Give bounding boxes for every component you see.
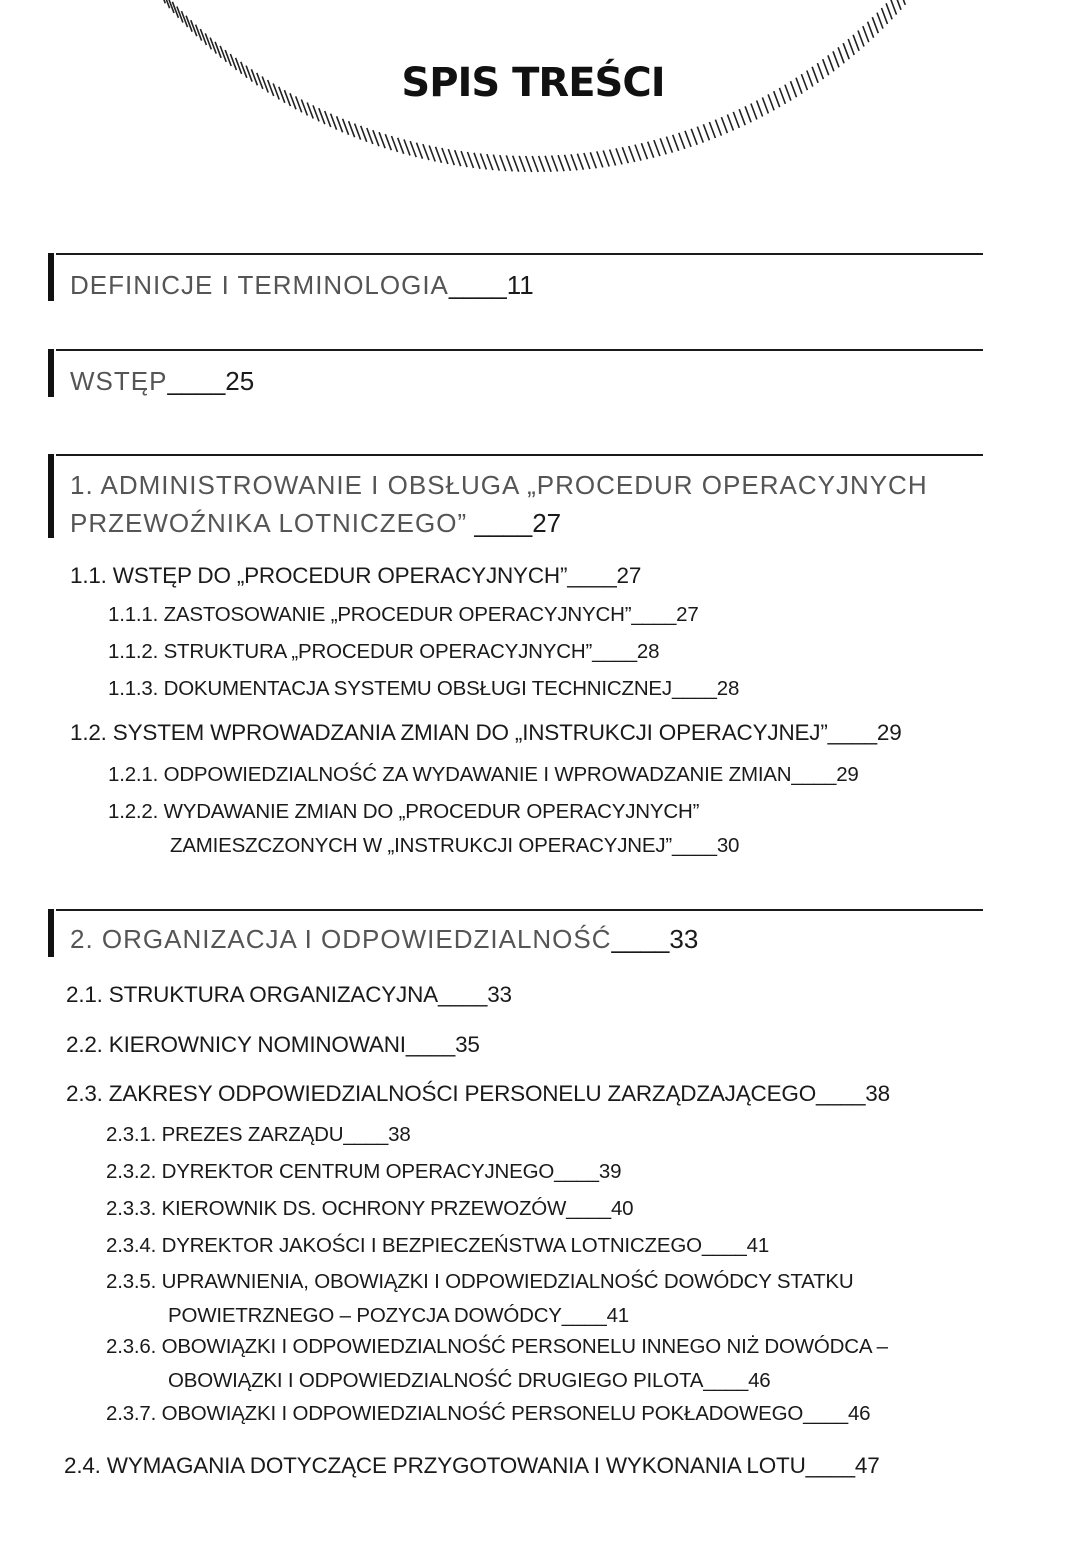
toc-entry[interactable] bbox=[66, 1032, 480, 1058]
toc-page-number: 41 bbox=[746, 1234, 770, 1257]
toc-page-number: 41 bbox=[606, 1304, 629, 1327]
toc-entry[interactable] bbox=[108, 640, 659, 664]
toc-entry[interactable] bbox=[64, 1453, 880, 1479]
toc-entry-text: 2.3.3. KIEROWNIK DS. OCHRONY PRZEWOZÓW bbox=[106, 1197, 567, 1220]
toc-entry-text: 1.1.3. DOKUMENTACJA SYSTEMU OBSŁUGI TECHNICZNEJ bbox=[108, 677, 672, 700]
toc-section-definitions bbox=[48, 253, 983, 303]
toc-entry-text: 2.2. KIEROWNICY NOMINOWANI bbox=[66, 1032, 406, 1057]
leader: ____ bbox=[467, 508, 533, 538]
toc-entry[interactable] bbox=[108, 763, 859, 787]
toc-entry-text: 1.1.2. STRUKTURA „PROCEDUR OPERACYJNYCH” bbox=[108, 640, 593, 663]
toc-entry-text: 2.3.2. DYREKTOR CENTRUM OPERACYJNEGO bbox=[106, 1160, 555, 1183]
toc-entry[interactable] bbox=[106, 1123, 411, 1147]
leader: ____ bbox=[672, 834, 717, 857]
toc-page-number: 30 bbox=[716, 834, 740, 857]
section-bar bbox=[48, 253, 54, 301]
section-bar bbox=[48, 349, 54, 397]
toc-heading-text: DEFINICJE I TERMINOLOGIA bbox=[70, 270, 449, 300]
page-title: SPIS TREŚCI bbox=[401, 60, 665, 106]
leader: ____ bbox=[561, 1304, 607, 1327]
toc-entry-text-continued: ZAMIESZCZONYCH W „INSTRUKCJI OPERACYJNEJ” bbox=[170, 834, 673, 857]
toc-entry-text: 1.2.1. ODPOWIEDZIALNOŚĆ ZA WYDAWANIE I WPROWADZANIE ZMIAN bbox=[108, 763, 792, 786]
toc-entry-text-continued: OBOWIĄZKI I ODPOWIEDZIALNOŚĆ DRUGIEGO PILOTA bbox=[168, 1369, 704, 1392]
toc-section-chapter-2 bbox=[48, 909, 983, 959]
toc-heading[interactable] bbox=[70, 466, 928, 542]
toc-entry-text-continued: POWIETRZNEGO – POZYCJA DOWÓDCY bbox=[168, 1304, 562, 1327]
toc-entry-text: 1.1.1. ZASTOSOWANIE „PROCEDUR OPERACYJNYCH” bbox=[108, 603, 632, 626]
toc-heading[interactable] bbox=[70, 267, 534, 303]
toc-entry-text: 2.3.1. PREZES ZARZĄDU bbox=[106, 1123, 344, 1146]
toc-heading-text: WSTĘP bbox=[70, 366, 168, 396]
toc-page-number: 38 bbox=[865, 1081, 890, 1106]
section-rule bbox=[56, 349, 983, 351]
toc-page-number: 11 bbox=[506, 270, 534, 300]
toc-page-number: 46 bbox=[748, 1369, 771, 1392]
toc-page-number: 38 bbox=[388, 1123, 411, 1146]
leader: ____ bbox=[803, 1402, 848, 1425]
section-rule bbox=[56, 454, 983, 456]
leader: ____ bbox=[703, 1369, 749, 1392]
toc-entry[interactable] bbox=[106, 1160, 621, 1184]
toc-page-number: 40 bbox=[610, 1197, 634, 1220]
toc-page-number: 25 bbox=[225, 366, 255, 396]
leader: ____ bbox=[405, 1032, 456, 1057]
leader: ____ bbox=[566, 1197, 611, 1220]
toc-page-number: 28 bbox=[636, 640, 660, 663]
toc-section-chapter-1 bbox=[48, 454, 983, 544]
toc-entry[interactable] bbox=[106, 1265, 854, 1333]
toc-page-number: 46 bbox=[847, 1402, 871, 1425]
leader: ____ bbox=[805, 1453, 855, 1478]
toc-heading-text: 2. ORGANIZACJA I ODPOWIEDZIALNOŚĆ bbox=[70, 924, 612, 954]
toc-page-number: 35 bbox=[455, 1032, 480, 1057]
toc-heading[interactable] bbox=[70, 363, 254, 399]
section-bar bbox=[48, 454, 54, 538]
leader: ____ bbox=[671, 677, 717, 700]
leader: ____ bbox=[167, 366, 226, 396]
toc-heading[interactable] bbox=[70, 921, 698, 957]
toc-page-number: 28 bbox=[716, 677, 740, 700]
toc-page-number: 27 bbox=[532, 508, 562, 538]
toc-entry[interactable] bbox=[108, 677, 739, 701]
toc-page-number: 27 bbox=[616, 563, 642, 588]
toc-page-number: 33 bbox=[669, 924, 699, 954]
toc-page-number: 27 bbox=[676, 603, 699, 626]
toc-entry[interactable] bbox=[66, 1081, 890, 1107]
leader: ____ bbox=[567, 563, 617, 588]
toc-entry[interactable] bbox=[106, 1197, 633, 1221]
toc-entry[interactable] bbox=[106, 1330, 888, 1398]
toc-entry-text: 2.3.4. DYREKTOR JAKOŚCI I BEZPIECZEŃSTWA LOTNICZEGO bbox=[106, 1234, 702, 1257]
toc-page-number: 47 bbox=[854, 1453, 880, 1478]
toc-entry[interactable] bbox=[106, 1402, 870, 1426]
leader: ____ bbox=[592, 640, 637, 663]
leader: ____ bbox=[437, 982, 488, 1007]
toc-entry-text: 2.3.7. OBOWIĄZKI I ODPOWIEDZIALNOŚĆ PERSONELU POKŁADOWEGO bbox=[106, 1402, 804, 1425]
leader: ____ bbox=[343, 1123, 389, 1146]
toc-entry-text: 2.3. ZAKRESY ODPOWIEDZIALNOŚCI PERSONELU ZARZĄDZAJĄCEGO bbox=[66, 1081, 816, 1106]
section-rule bbox=[56, 253, 983, 255]
toc-entry[interactable] bbox=[108, 603, 699, 627]
toc-entry-text: 2.1. STRUKTURA ORGANIZACYJNA bbox=[66, 982, 438, 1007]
toc-page-number: 29 bbox=[836, 763, 859, 786]
toc-entry-text: 2.3.5. UPRAWNIENIA, OBOWIĄZKI I ODPOWIEDZIALNOŚĆ DOWÓDCY STATKU bbox=[106, 1270, 854, 1293]
toc-entry[interactable] bbox=[70, 563, 641, 589]
toc-page-number: 29 bbox=[876, 720, 902, 745]
toc-entry[interactable] bbox=[70, 720, 902, 746]
leader: ____ bbox=[611, 924, 670, 954]
toc-section-introduction bbox=[48, 349, 983, 399]
toc-entry-text: 2.3.6. OBOWIĄZKI I ODPOWIEDZIALNOŚĆ PERSONELU INNEGO NIŻ DOWÓDCA – bbox=[106, 1335, 888, 1358]
toc-entry[interactable] bbox=[106, 1234, 769, 1258]
section-bar bbox=[48, 909, 54, 957]
toc-page-number: 39 bbox=[598, 1160, 622, 1183]
leader: ____ bbox=[816, 1081, 866, 1106]
toc-entry[interactable] bbox=[108, 795, 739, 863]
leader: ____ bbox=[631, 603, 677, 626]
toc-entry-text: 1.2.2. WYDAWANIE ZMIAN DO „PROCEDUR OPERACYJNYCH” bbox=[108, 800, 700, 823]
leader: ____ bbox=[448, 270, 507, 300]
toc-entry-text: 1.2. SYSTEM WPROWADZANIA ZMIAN DO „INSTRUKCJI OPERACYJNEJ” bbox=[70, 720, 828, 745]
leader: ____ bbox=[791, 763, 837, 786]
toc-heading-text: 1. ADMINISTROWANIE I OBSŁUGA „PROCEDUR OPERACYJNYCH bbox=[70, 470, 928, 500]
leader: ____ bbox=[701, 1234, 747, 1257]
toc-heading-text-continued: PRZEWOŹNIKA LOTNICZEGO” bbox=[70, 508, 468, 538]
leader: ____ bbox=[554, 1160, 599, 1183]
toc-entry[interactable] bbox=[66, 982, 512, 1008]
toc-entry-text: 2.4. WYMAGANIA DOTYCZĄCE PRZYGOTOWANIA I WYKONANIA LOTU bbox=[64, 1453, 806, 1478]
leader: ____ bbox=[827, 720, 877, 745]
toc-entry-text: 1.1. WSTĘP DO „PROCEDUR OPERACYJNYCH” bbox=[70, 563, 568, 588]
toc-page-number: 33 bbox=[487, 982, 512, 1007]
section-rule bbox=[56, 909, 983, 911]
